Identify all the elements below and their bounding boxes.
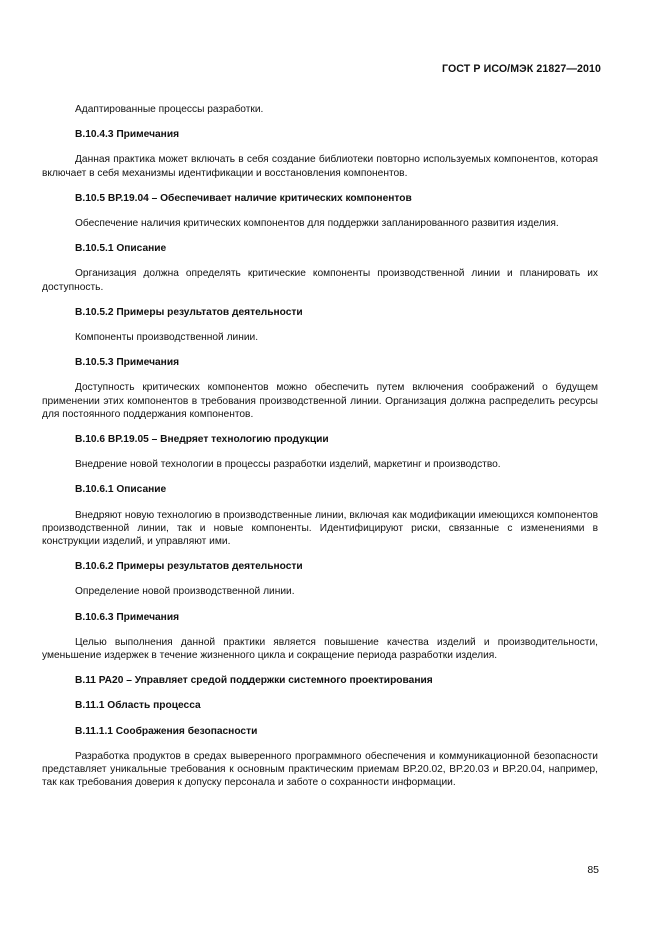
paragraph: Адаптированные процессы разработки.: [75, 104, 264, 115]
section-heading: В.11.1 Область процесса: [75, 700, 201, 712]
paragraph: Внедрение новой технологии в процессы разработки изделий, маркетинг и производство.: [75, 459, 501, 471]
section-heading: В.10.5.2 Примеры результатов деятельности: [75, 306, 303, 318]
paragraph: Внедряют новую технологию в производственные линии, включая как модификации имеющихся компонентов производственной линии, так и новые компоненты. Идентифицируют риски, связанные с изменениями в конструкции изделий, и управляют ими.: [42, 509, 598, 548]
paragraph: Определение новой производственной линии.: [75, 586, 295, 598]
paragraph: Обеспечение наличия критических компонентов для поддержки запланированного развития изделия.: [75, 218, 559, 230]
paragraph: Целью выполнения данной практики является повышение качества изделий и производительности, уменьшение издержек в течение жизненного цикла и сокращение периода разработки изделия.: [42, 636, 598, 662]
section-heading: В.10.6.1 Описание: [75, 484, 167, 496]
paragraph: Разработка продуктов в средах выверенного программного обеспечения и коммуникационной безопасности представляет уникальные требования к основным практическим приемам ВР.20.02, ВР.20.03 и ВР.20.04, например, так как требования доверия к допуску персонала и заботе о сохранности информации.: [42, 750, 598, 789]
paragraph: Данная практика может включать в себя создание библиотеки повторно используемых компонентов, которая включает в себя механизмы идентификации и восстановления компонентов.: [42, 154, 598, 179]
paragraph: Организация должна определять критические компоненты производственной линии и планировать их доступность.: [42, 268, 598, 293]
section-heading: В.11 РА20 – Управляет средой поддержки системного проектирования: [75, 675, 433, 687]
section-heading: В.10.5.3 Примечания: [75, 357, 180, 369]
section-heading: В.10.6 ВР.19.05 – Внедряет технологию продукции: [75, 434, 329, 446]
paragraph: Компоненты производственной линии.: [75, 332, 259, 344]
document-body: [42, 103, 598, 790]
page-number: 85: [587, 864, 599, 876]
section-heading: В.10.6.3 Примечания: [75, 611, 180, 623]
section-heading: В.10.5.1 Описание: [75, 243, 167, 255]
section-heading: В.11.1.1 Соображения безопасности: [75, 725, 258, 737]
standard-header: ГОСТ Р ИСО/МЭК 21827—2010: [442, 63, 601, 75]
section-heading: В.10.4.3 Примечания: [75, 129, 180, 141]
section-heading: В.10.5 ВР.19.04 – Обеспечивает наличие критических компонентов: [75, 192, 412, 204]
section-heading: В.10.6.2 Примеры результатов деятельности: [75, 561, 303, 573]
paragraph: Доступность критических компонентов можно обеспечить путем включения соображений о будущем применении этих компонентов в требования производственной линии. Организация должна распределить ресурсы для постоянного поддержания компонентов.: [42, 382, 598, 420]
